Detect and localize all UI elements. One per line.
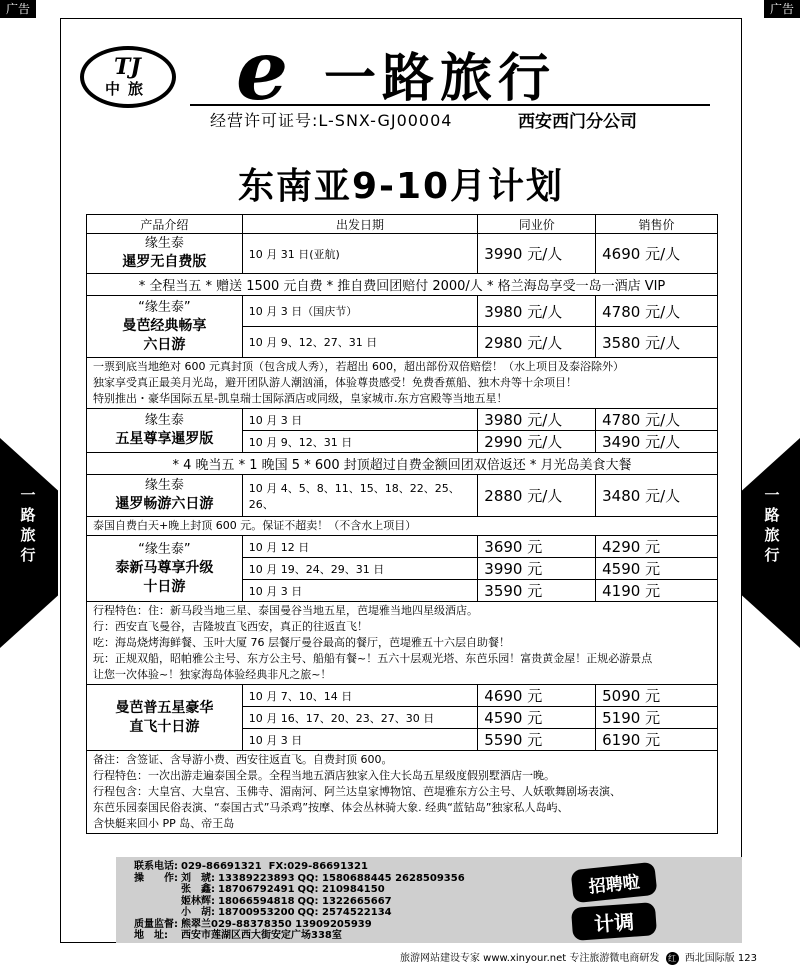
- departure-date: 10 月 9、12、27、31 日: [242, 327, 478, 358]
- side-label-right: [758, 485, 786, 565]
- header-divider: [190, 104, 710, 106]
- product-name: [87, 409, 243, 453]
- product-title: 暹罗无自费版: [122, 254, 207, 270]
- product-title: 曼芭普五星豪华: [115, 699, 214, 716]
- departure-date: 10 月 31 日(亚航): [242, 234, 478, 274]
- note-line: 玩：正规双船，昭帕雅公主号、东方公主号、船船有餐~！五六十层观光塔、东芭乐园！富贵黄金屋！正规必游景点: [93, 652, 653, 665]
- feature-row: [87, 274, 718, 296]
- ad-tag-right: 广告: [764, 0, 800, 18]
- sale-price: 5190 元: [596, 707, 718, 729]
- side-char: 旅: [764, 526, 780, 544]
- note-row: [87, 751, 718, 834]
- departure-date: 10 月 3 日: [242, 580, 478, 602]
- side-char: 行: [20, 546, 36, 564]
- note-line: 独家享受真正最美月光岛，避开团队游人潮汹涌，体验尊贵感受！免费香蕉船、独木舟等十余项目！: [93, 376, 577, 389]
- product-name: [87, 296, 243, 358]
- product-brand: 缘生泰: [144, 478, 184, 493]
- fax-value: FX:029-86691321: [268, 861, 368, 872]
- peer-price: 4690 元: [478, 685, 596, 707]
- contact-row: [134, 930, 468, 942]
- product-subtitle: 十日游: [143, 578, 186, 595]
- contact-info: [134, 861, 468, 942]
- departure-date: 10 月 9、12、31 日: [242, 431, 478, 453]
- operator-qq: QQ: 210984150: [297, 884, 385, 895]
- side-char: 路: [20, 506, 36, 524]
- footer-badge: 红: [666, 952, 679, 965]
- product-name: [87, 234, 243, 274]
- sale-price: 3480 元/人: [596, 475, 718, 517]
- contact-row: [134, 896, 468, 908]
- note-line: 特别推出・豪华国际五星-凯皇瑞士国际酒店或同级，皇家城市.东方宫殿等当地五星！: [93, 392, 508, 405]
- table-row: [87, 536, 718, 558]
- feature-text: * 全程当五 * 赠送 1500 元自费 * 推自费回团赔付 2000/人 * 格兰海岛享受一岛一酒店 VIP: [87, 274, 718, 296]
- note-line: 一票到底当地绝对 600 元真封顶（包含成人秀），若超出 600，超出部份双倍赔偿！（水上项目及泰浴除外）: [93, 360, 624, 373]
- note-row: [87, 602, 718, 685]
- operator-name: 刘 琥:: [181, 872, 215, 884]
- peer-price: 2880 元/人: [478, 475, 596, 517]
- product-name: [87, 536, 243, 602]
- product-name: [87, 685, 243, 751]
- feature-row: [87, 453, 718, 475]
- sale-price: 4290 元: [596, 536, 718, 558]
- side-label-left: [14, 485, 42, 565]
- contact-row: [134, 873, 468, 885]
- side-char: 一: [764, 486, 780, 504]
- operator-mobile: 18700953200: [218, 907, 295, 918]
- product-title: 五星尊享暹罗版: [115, 431, 214, 447]
- tour-table: [86, 214, 718, 834]
- table-row: [87, 409, 718, 431]
- operator-mobile: 18066594818: [218, 895, 295, 907]
- departure-date: 10 月 12 日: [242, 536, 478, 558]
- peer-price: 3990 元/人: [478, 234, 596, 274]
- product-brand: “缘生泰”: [138, 541, 191, 557]
- quality-label: 质量监督:: [134, 918, 178, 930]
- ad-tag-left: 广告: [0, 0, 36, 18]
- header-date: 出发日期: [242, 215, 478, 234]
- table-row: [87, 234, 718, 274]
- side-char: 路: [764, 506, 780, 524]
- note-text: 泰国自费白天+晚上封顶 600 元。保证不超卖！（不含水上项目）: [87, 517, 718, 536]
- note-line: 行程包含：大皇宫、大皇宫、玉佛寺、湄南河、阿兰达皇家博物馆、芭堤雅东方公主号、人妖歌舞剧场表演、: [93, 785, 621, 798]
- peer-price: 3690 元: [478, 536, 596, 558]
- peer-price: 3590 元: [478, 580, 596, 602]
- departure-date: 10 月 7、10、14 日: [242, 685, 478, 707]
- departure-date: 10 月 3 日: [242, 409, 478, 431]
- operator-name: 姬林辉:: [181, 895, 215, 907]
- peer-price: 4590 元: [478, 707, 596, 729]
- note-line: 行程特色：住：新马段当地三星、泰国曼谷当地五星，芭堤雅当地四星级酒店。: [93, 604, 478, 617]
- product-title: 泰新马尊享升级: [115, 559, 214, 576]
- operator-mobile: 13389223893: [218, 872, 295, 884]
- departure-date: 10 月 4、5、8、11、15、18、22、25、26、: [242, 475, 478, 517]
- departure-date: 10 月 19、24、29、31 日: [242, 558, 478, 580]
- operator-qq: QQ: 2574522134: [297, 907, 392, 918]
- sale-price: 4780 元/人: [596, 296, 718, 327]
- operator-qq: QQ: 1580688445 2628509356: [297, 872, 465, 884]
- phone-label: 联系电话:: [134, 861, 178, 872]
- table-row: [87, 475, 718, 517]
- note-line: 行程特色：一次出游走遍泰国全景。全程当地五酒店独家入住大长岛五星级度假别墅酒店一晚。: [93, 769, 555, 782]
- side-char: 行: [764, 546, 780, 564]
- note-line: 含快艇来回小 PP 岛、帝王岛: [93, 817, 235, 830]
- sale-price: 4190 元: [596, 580, 718, 602]
- address-value: 西安市莲湖区西大街安定广场338室: [181, 930, 342, 941]
- side-char: 一: [20, 486, 36, 504]
- note-text: [87, 751, 718, 834]
- contact-row: [134, 919, 468, 931]
- operator-name: 张 鑫:: [181, 884, 215, 895]
- note-row: [87, 358, 718, 409]
- peer-price: 3990 元: [478, 558, 596, 580]
- footer-text: 旅游网站建设专家 www.xinyour.net 专注旅游微电商研发: [400, 953, 660, 964]
- recruit-badge: [572, 866, 656, 936]
- departure-date: 10 月 3 日: [242, 729, 478, 751]
- address-label: 地 址:: [134, 930, 168, 941]
- note-line: 吃：海岛烧烤海鲜餐、玉叶大厦 76 层餐厅曼谷最高的餐厅，芭堤雅五十六层自助餐！: [93, 636, 510, 649]
- operator-mobile: 18706792491: [218, 884, 295, 895]
- product-brand: 缘生泰: [144, 413, 184, 428]
- operator-qq: QQ: 1322665667: [297, 895, 392, 907]
- sale-price: 4590 元: [596, 558, 718, 580]
- peer-price: 2980 元/人: [478, 327, 596, 358]
- feature-text: * 4 晚当五 * 1 晚国 5 * 600 封顶超过自费金额回团双倍返还 * 月光岛美食大餐: [87, 453, 718, 475]
- peer-price: 5590 元: [478, 729, 596, 751]
- product-subtitle: 直飞十日游: [129, 718, 200, 735]
- peer-price: 3980 元/人: [478, 296, 596, 327]
- note-row: [87, 517, 718, 536]
- license-number: 经营许可证号:L-SNX-GJ00004: [210, 111, 453, 130]
- company-logo: [80, 46, 176, 108]
- product-brand: “缘生泰”: [138, 299, 191, 315]
- phone-value: 029-86691321: [181, 861, 262, 872]
- page-title: 东南亚9-10月计划: [237, 166, 565, 207]
- sale-price: 5090 元: [596, 685, 718, 707]
- branch-name: 西安西门分公司: [518, 112, 637, 132]
- product-title: 曼芭经典畅享: [122, 317, 207, 334]
- header: [60, 18, 742, 133]
- contact-row: [134, 907, 468, 919]
- note-line: 行：西安直飞曼谷，吉隆坡直飞西安，真正的往返直飞！: [93, 620, 368, 633]
- contact-row: [134, 884, 468, 896]
- table-row: [87, 685, 718, 707]
- page-footer: [400, 949, 757, 965]
- note-line: 让您一次体验~！独家海岛体验经典非凡之旅~！: [93, 668, 332, 681]
- phone-number: [181, 861, 468, 873]
- sale-price: 4690 元/人: [596, 234, 718, 274]
- recruit-role: 计调: [571, 902, 657, 941]
- header-sale-price: 销售价: [596, 215, 718, 234]
- header-peer-price: 同业价: [478, 215, 596, 234]
- product-subtitle: 六日游: [143, 336, 186, 353]
- note-text: [87, 602, 718, 685]
- contact-row: [134, 861, 468, 873]
- note-line: 东芭乐园泰国民俗表演、“泰国古式”马杀鸡”按摩、体会丛林骑大象. 经典“蓝钻岛”独家私人岛屿、: [93, 801, 569, 814]
- footer-page: 西北国际版 123: [684, 953, 757, 964]
- note-text: [87, 358, 718, 409]
- side-char: 旅: [20, 526, 36, 544]
- operator-name: 小 胡:: [181, 907, 215, 918]
- quality-value: 熊翠兰029-88378350 13909205939: [181, 918, 372, 930]
- product-title: 暹罗畅游六日游: [115, 496, 214, 512]
- sale-price: 3490 元/人: [596, 431, 718, 453]
- sale-price: 4780 元/人: [596, 409, 718, 431]
- logo-monogram: TJ: [114, 54, 141, 80]
- departure-date: 10 月 3 日（国庆节）: [242, 296, 478, 327]
- logo-name: 中旅: [104, 80, 151, 98]
- peer-price: 2990 元/人: [478, 431, 596, 453]
- peer-price: 3980 元/人: [478, 409, 596, 431]
- brand-e-mark: e: [236, 23, 289, 119]
- note-line: 备注：含签证、含导游小费、西安往返直飞。自费封顶 600。: [93, 753, 393, 766]
- product-name: [87, 475, 243, 517]
- departure-date: 10 月 16、17、20、23、27、30 日: [242, 707, 478, 729]
- header-product: 产品介绍: [87, 215, 243, 234]
- recruit-title: 招聘啦: [571, 862, 658, 904]
- brand-name: 一路旅行: [324, 49, 557, 109]
- product-brand: 缘生泰: [144, 236, 184, 251]
- table-header-row: [87, 215, 718, 234]
- operator-label: 操 作:: [134, 872, 178, 884]
- sale-price: 6190 元: [596, 729, 718, 751]
- table-row: [87, 296, 718, 327]
- sale-price: 3580 元/人: [596, 327, 718, 358]
